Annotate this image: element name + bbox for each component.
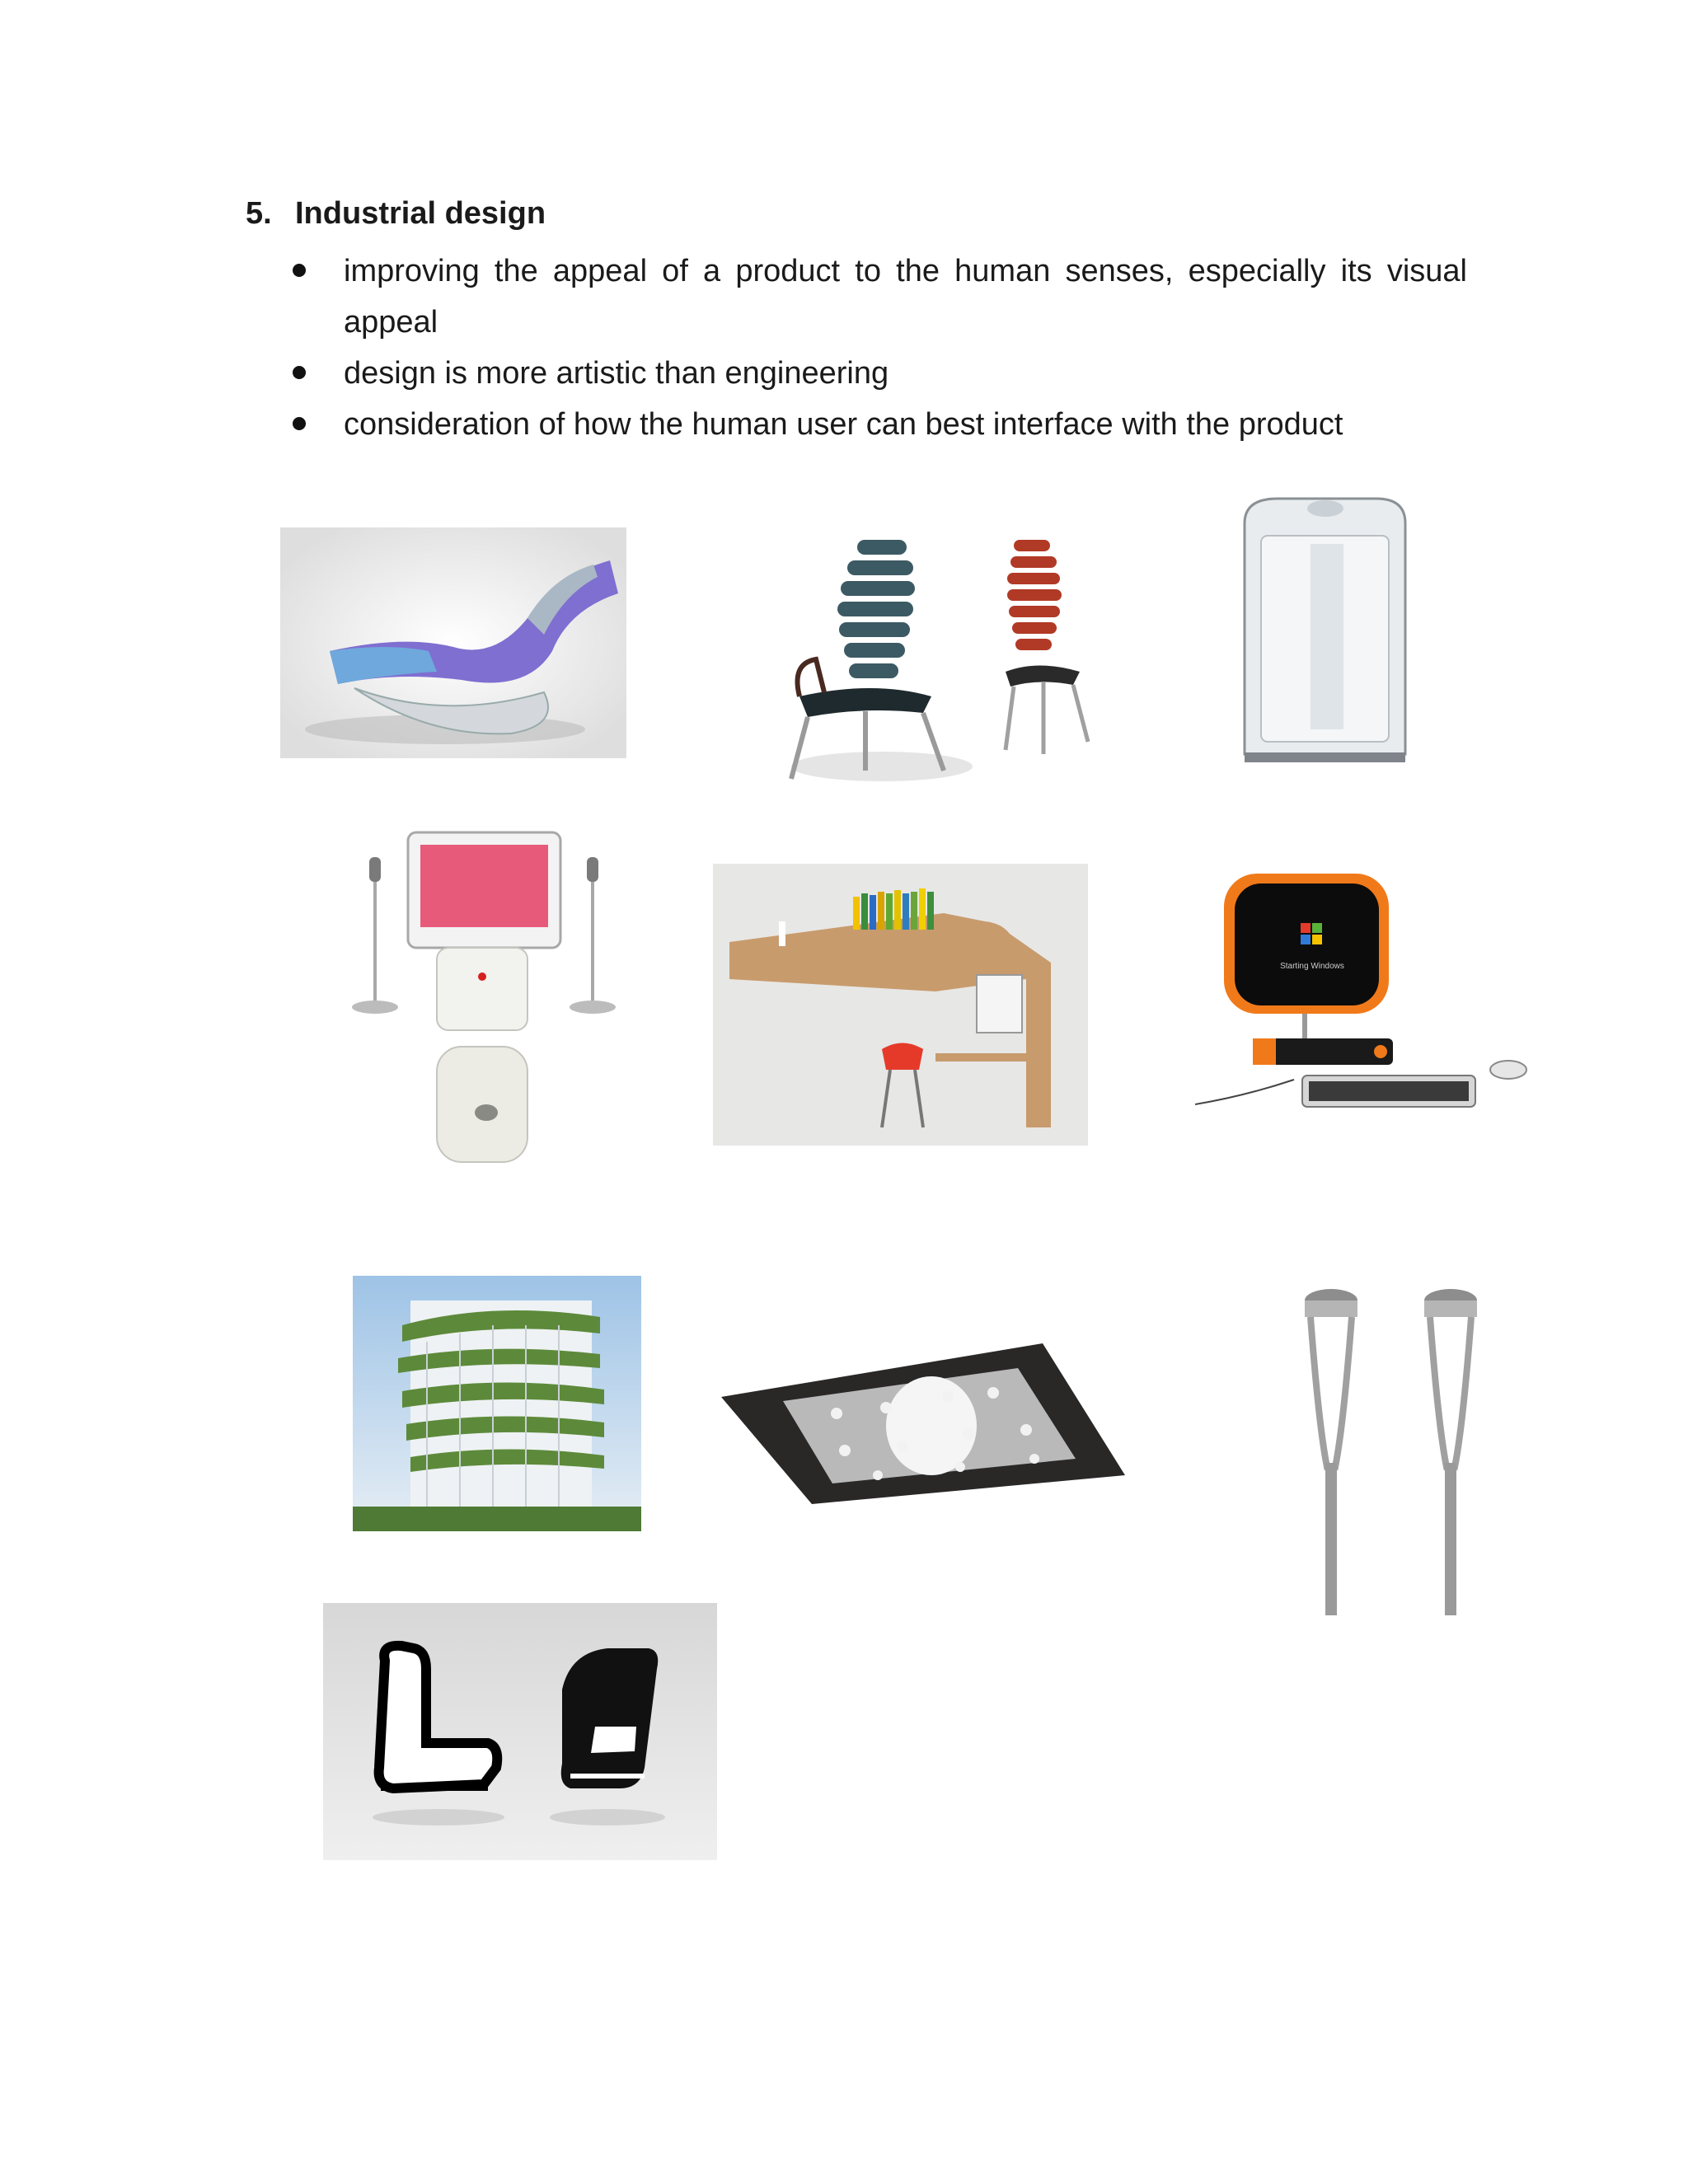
lounge-chair-image (280, 527, 626, 758)
section-number: 5. (246, 196, 272, 231)
green-building-image (353, 1276, 641, 1531)
air-purifier-image (1228, 490, 1426, 775)
list-item: consideration of how the human user can best interface with the product (293, 399, 1467, 450)
bullet-icon (293, 264, 306, 277)
list-item: improving the appeal of a product to the human senses, especially its visual appeal (293, 246, 1467, 348)
tv-speakers-image (338, 824, 618, 1170)
bullet-list (293, 246, 1467, 450)
screen-text: Starting Windows (1280, 962, 1344, 971)
black-white-chairs-image (323, 1603, 717, 1860)
bullet-icon (293, 417, 306, 430)
ceiling-light-image (721, 1335, 1125, 1512)
bullet-icon (293, 366, 306, 379)
street-lamps-image (1286, 1286, 1492, 1615)
section-title: Industrial design (295, 196, 546, 231)
wall-desk-image (713, 864, 1088, 1146)
list-item: design is more artistic than engineering (293, 348, 1467, 399)
spine-chairs-image (767, 523, 1129, 795)
section-heading (246, 196, 546, 232)
retro-computer-image (1195, 865, 1541, 1146)
